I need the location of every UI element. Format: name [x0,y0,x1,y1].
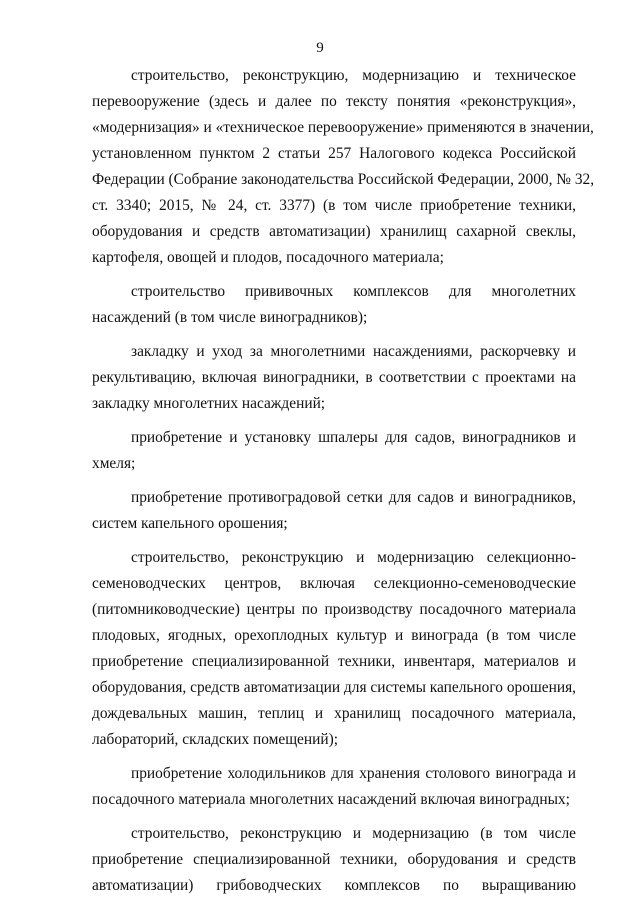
text-line: систем капельного орошения; [92,515,288,532]
text-line: насаждений (в том числе виноградников); [92,309,368,326]
text-line: «модернизация» и «техническое перевооружение» применяются в значении, [92,119,594,136]
text-line: приобретение и установку шпалеры для садов, виноградников и [131,429,576,446]
text-line: хмеля; [92,455,136,472]
text-line: установленном пунктом 2 статьи 257 Налогового кодекса Российской [92,145,576,162]
text-line: перевооружение (здесь и далее по тексту понятия «реконструкция», [92,93,576,110]
text-line: картофеля, овощей и плодов, посадочного материала; [92,249,444,266]
paragraph [92,425,576,477]
paragraph [92,485,576,537]
text-line: посадочного материала многолетних насаждений включая виноградных; [92,791,570,808]
text-line: закладку и уход за многолетними насаждениями, раскорчевку и [131,343,576,360]
text-line: оборудования, средств автоматизации для системы капельного орошения, [92,679,576,696]
text-line: строительство, реконструкцию и модернизацию селекционно- [131,549,576,566]
text-line: строительство прививочных комплексов для многолетних [131,283,576,300]
text-line: ст. 3340; 2015, № 24, ст. 3377) (в том числе приобретение техники, [92,197,576,214]
text-line: приобретение специализированной техники, оборудования и средств [92,851,576,868]
paragraph [92,545,576,753]
text-line: приобретение специализированной техники, инвентаря, материалов и [92,653,576,670]
text-line: автоматизации) грибоводческих комплексов по выращиванию [92,877,576,894]
text-line: строительство, реконструкцию, модернизацию и техническое [131,67,576,84]
text-line: закладку многолетних насаждений; [92,395,326,412]
page-number: 9 [316,40,324,56]
paragraph [92,279,576,331]
text-line: приобретение противоградовой сетки для садов и виноградников, [131,489,576,506]
paragraph [92,821,576,899]
paragraph [92,339,576,417]
paragraph [92,63,595,271]
text-line: лабораторий, складских помещений); [92,731,338,748]
document-body [92,63,595,907]
text-line: плодовых, ягодных, орехоплодных культур и винограда (в том числе [92,627,576,644]
text-line: рекультивацию, включая виноградники, в соответствии с проектами на [92,369,576,386]
text-line: приобретение холодильников для хранения столового винограда и [131,765,576,782]
text-line: Федерации (Собрание законодательства Российской Федерации, 2000, № 32, [92,171,595,188]
text-line: оборудования и средств автоматизации) хранилищ сахарной свеклы, [92,223,576,240]
text-line: дождевальных машин, теплиц и хранилищ посадочного материала, [92,705,576,722]
text-line: (питомниководческие) центры по производству посадочного материала [92,601,576,618]
text-line: строительство, реконструкцию и модернизацию (в том числе [131,825,576,842]
text-line: семеноводческих центров, включая селекционно-семеноводческие [92,575,576,592]
paragraph [92,761,576,813]
